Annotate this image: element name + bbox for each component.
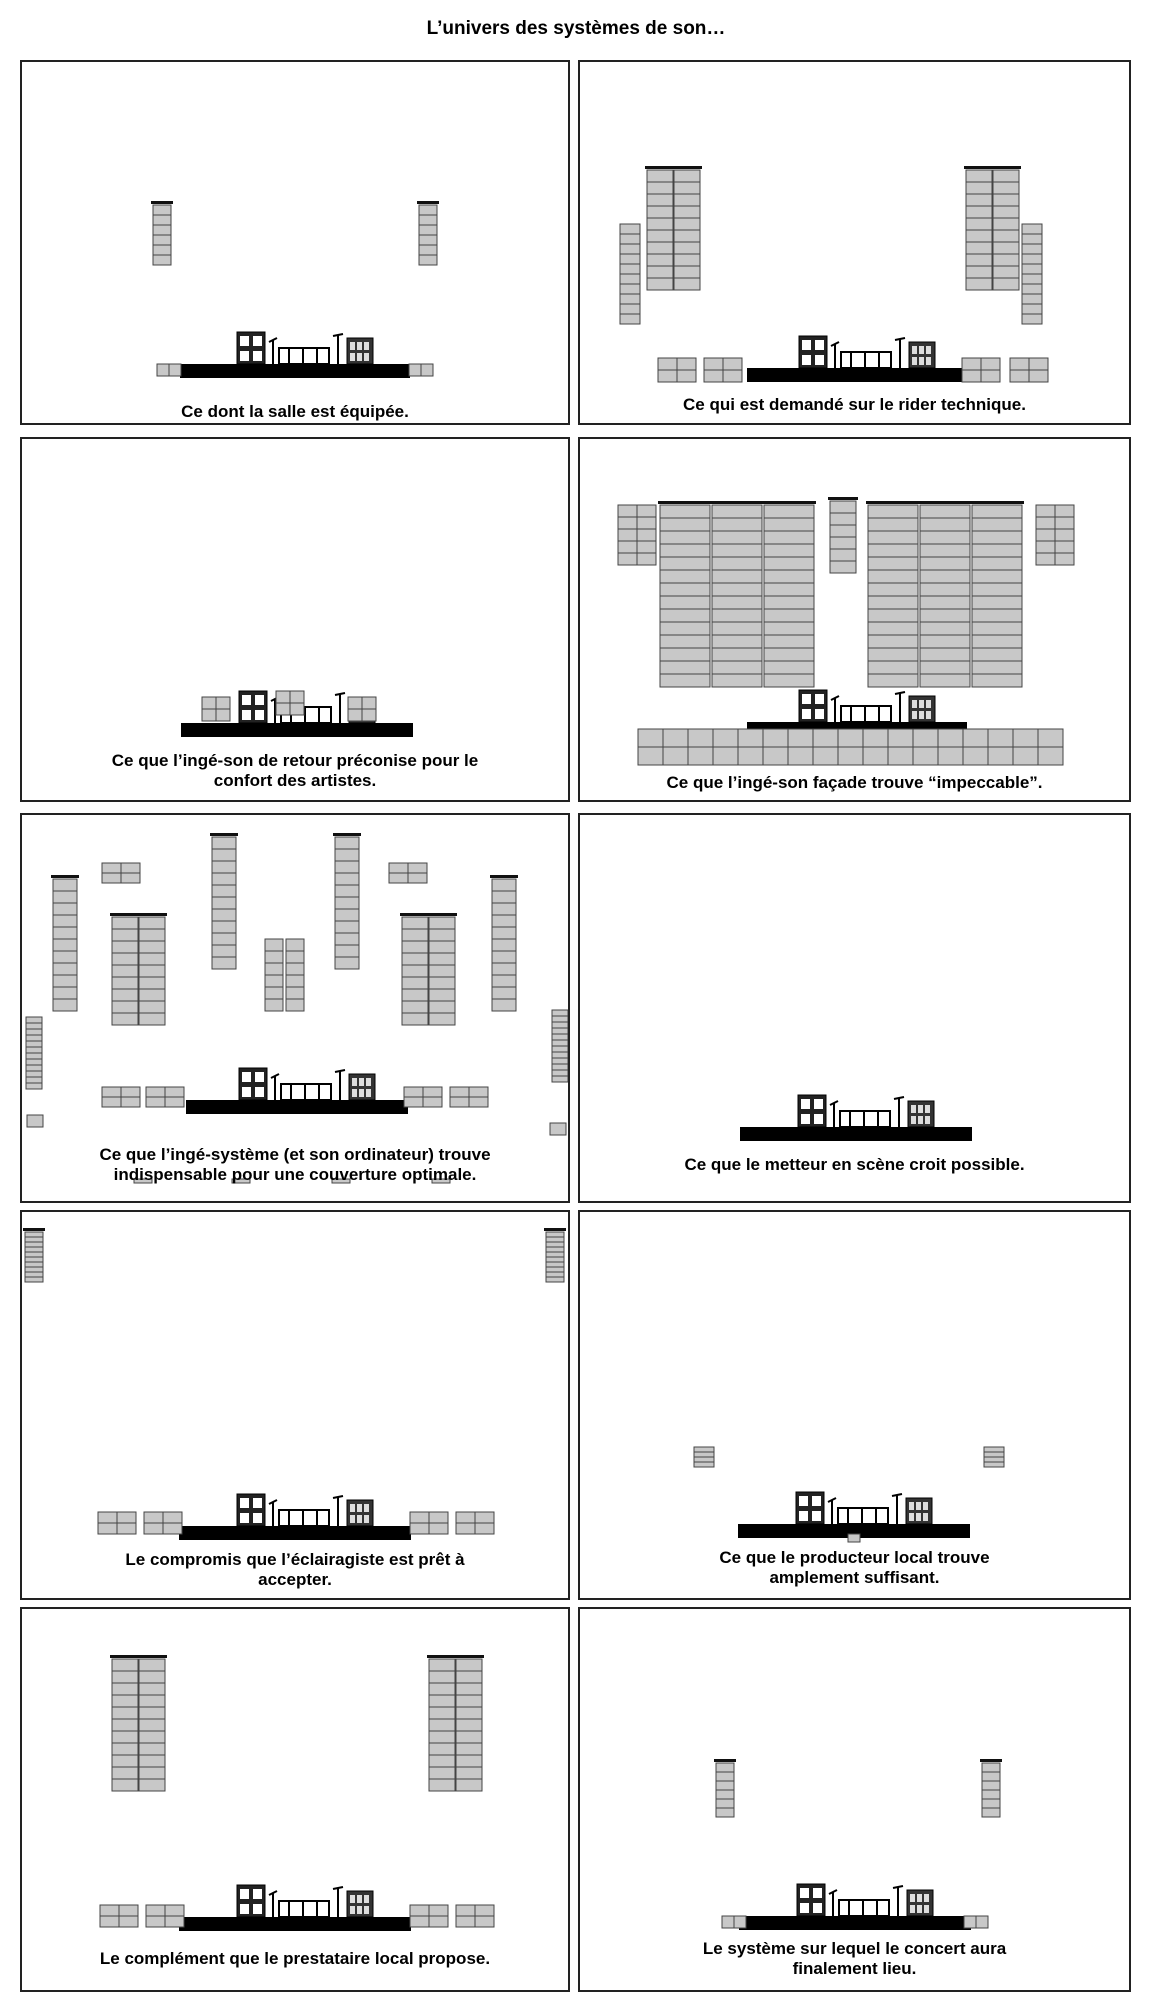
subwoofer-center-left (704, 358, 742, 382)
panel-10-drawing (580, 1609, 1129, 1990)
subwoofer-left (157, 364, 181, 376)
line-array-hang (964, 166, 994, 290)
sub-right-inner (410, 1905, 448, 1927)
panel-8-drawing (580, 1212, 1129, 1598)
line-array-hang (970, 501, 1024, 687)
line-array-hang (490, 875, 518, 1011)
stage (740, 1095, 972, 1141)
line-array-hang (984, 1447, 1004, 1467)
stage (739, 1884, 971, 1930)
fill-left (102, 863, 140, 883)
subwoofer-center-right (962, 358, 1000, 382)
line-array-hang (694, 1447, 714, 1467)
panel-7-caption: Le compromis que l’éclairagiste est prêt à accepter. (125, 1550, 465, 1589)
panel-1 (20, 60, 570, 425)
line-array-hang (137, 913, 167, 1025)
line-array-hang (110, 913, 140, 1025)
sub-right-inner (410, 1512, 448, 1534)
panel-5-drawing (22, 815, 568, 1201)
sub-array (638, 729, 1063, 765)
line-array-hang (454, 1655, 484, 1791)
sub-right-outer (450, 1087, 488, 1107)
front-fill-left (27, 1115, 43, 1127)
front-fill-right (550, 1123, 566, 1135)
stage (180, 332, 410, 378)
sub-left-outer (98, 1512, 136, 1534)
line-array-hang (400, 913, 430, 1025)
panel-5 (20, 813, 570, 1203)
line-array-hang (544, 1228, 566, 1282)
line-array-hang (427, 913, 457, 1025)
sub-left-outer (102, 1087, 140, 1107)
sub-left-inner (146, 1905, 184, 1927)
sub-right (964, 1916, 988, 1928)
line-array-hang (333, 833, 361, 969)
line-array-hang (1022, 224, 1042, 324)
panel-6-caption: Ce que le metteur en scène croit possible. (684, 1155, 1025, 1174)
fill-right (389, 863, 427, 883)
panel-8-caption: Ce que le producteur local trouve amplement suffisant. (719, 1548, 990, 1587)
line-array-hang (991, 166, 1021, 290)
line-array-hang (151, 201, 173, 265)
panel-4-caption: Ce que l’ingé-son façade trouve “impeccable”. (666, 773, 1043, 792)
panel-9-caption: Le complément que le prestataire local propose. (99, 1949, 491, 1968)
panel-7-drawing (22, 1212, 568, 1598)
front-fill (848, 1534, 860, 1542)
wedge-left (202, 697, 230, 721)
line-array-hang (552, 1010, 568, 1082)
panel-9 (20, 1607, 570, 1992)
line-array-hang (672, 166, 702, 290)
line-array-hang (417, 201, 439, 265)
sub-right-outer (456, 1512, 494, 1534)
panel-10-caption: Le système sur lequel le concert aura finalement lieu. (702, 1939, 1007, 1978)
panel-1-caption: Ce dont la salle est équipée. (181, 402, 409, 421)
line-array-hang (51, 875, 79, 1011)
line-array-hang (918, 501, 972, 687)
panel-4 (578, 437, 1131, 802)
line-array-hang (427, 1655, 457, 1791)
line-array-hang (866, 501, 920, 687)
line-array-hang (286, 939, 304, 1011)
side-fill-left (618, 505, 656, 565)
stage (179, 1494, 411, 1540)
drum-fill (276, 691, 304, 715)
line-array-hang (210, 833, 238, 969)
page-title: L’univers des systèmes de son… (426, 18, 726, 39)
sub-right-outer (456, 1905, 494, 1927)
subwoofer-right (409, 364, 433, 376)
panel-5-caption: Ce que l’ingé-système (et son ordinateur) trouve indispensable pour une couverture optimale. (99, 1145, 491, 1184)
side-fill-right (1036, 505, 1074, 565)
stage (747, 336, 967, 382)
panel-9-drawing (22, 1609, 568, 1990)
panel-3 (20, 437, 570, 802)
line-array-hang (762, 501, 816, 687)
panel-3-drawing (22, 439, 568, 800)
panel-1-drawing (22, 62, 568, 423)
line-array-hang (658, 501, 712, 687)
panel-2 (578, 60, 1131, 425)
panel-6 (578, 813, 1131, 1203)
line-array-hang (828, 497, 858, 573)
panel-6-drawing (580, 815, 1129, 1201)
panel-7 (20, 1210, 570, 1600)
panel-8 (578, 1210, 1131, 1600)
stage (179, 1885, 411, 1931)
sub-right-inner (404, 1087, 442, 1107)
line-array-hang (110, 1655, 140, 1791)
panel-2-caption: Ce qui est demandé sur le rider technique. (683, 395, 1026, 414)
sub-left-inner (146, 1087, 184, 1107)
line-array-hang (137, 1655, 167, 1791)
panel-3-caption: Ce que l’ingé-son de retour préconise pour le confort des artistes. (111, 751, 479, 790)
line-array-hang (710, 501, 764, 687)
subwoofer-left (658, 358, 696, 382)
wedge-right (348, 697, 376, 721)
line-array-hang (26, 1017, 42, 1089)
panel-2-drawing (580, 62, 1129, 423)
line-array-hang (23, 1228, 45, 1282)
sub-left (722, 1916, 746, 1928)
line-array-hang (645, 166, 675, 290)
stage (738, 1492, 970, 1538)
panel-10 (578, 1607, 1131, 1992)
panel-4-drawing (580, 439, 1129, 800)
subwoofer-right (1010, 358, 1048, 382)
sub-left-inner (144, 1512, 182, 1534)
line-array-hang (714, 1759, 736, 1817)
stage (186, 1068, 408, 1114)
line-array-hang (620, 224, 640, 324)
sub-left-outer (100, 1905, 138, 1927)
line-array-hang (980, 1759, 1002, 1817)
line-array-hang (265, 939, 283, 1011)
